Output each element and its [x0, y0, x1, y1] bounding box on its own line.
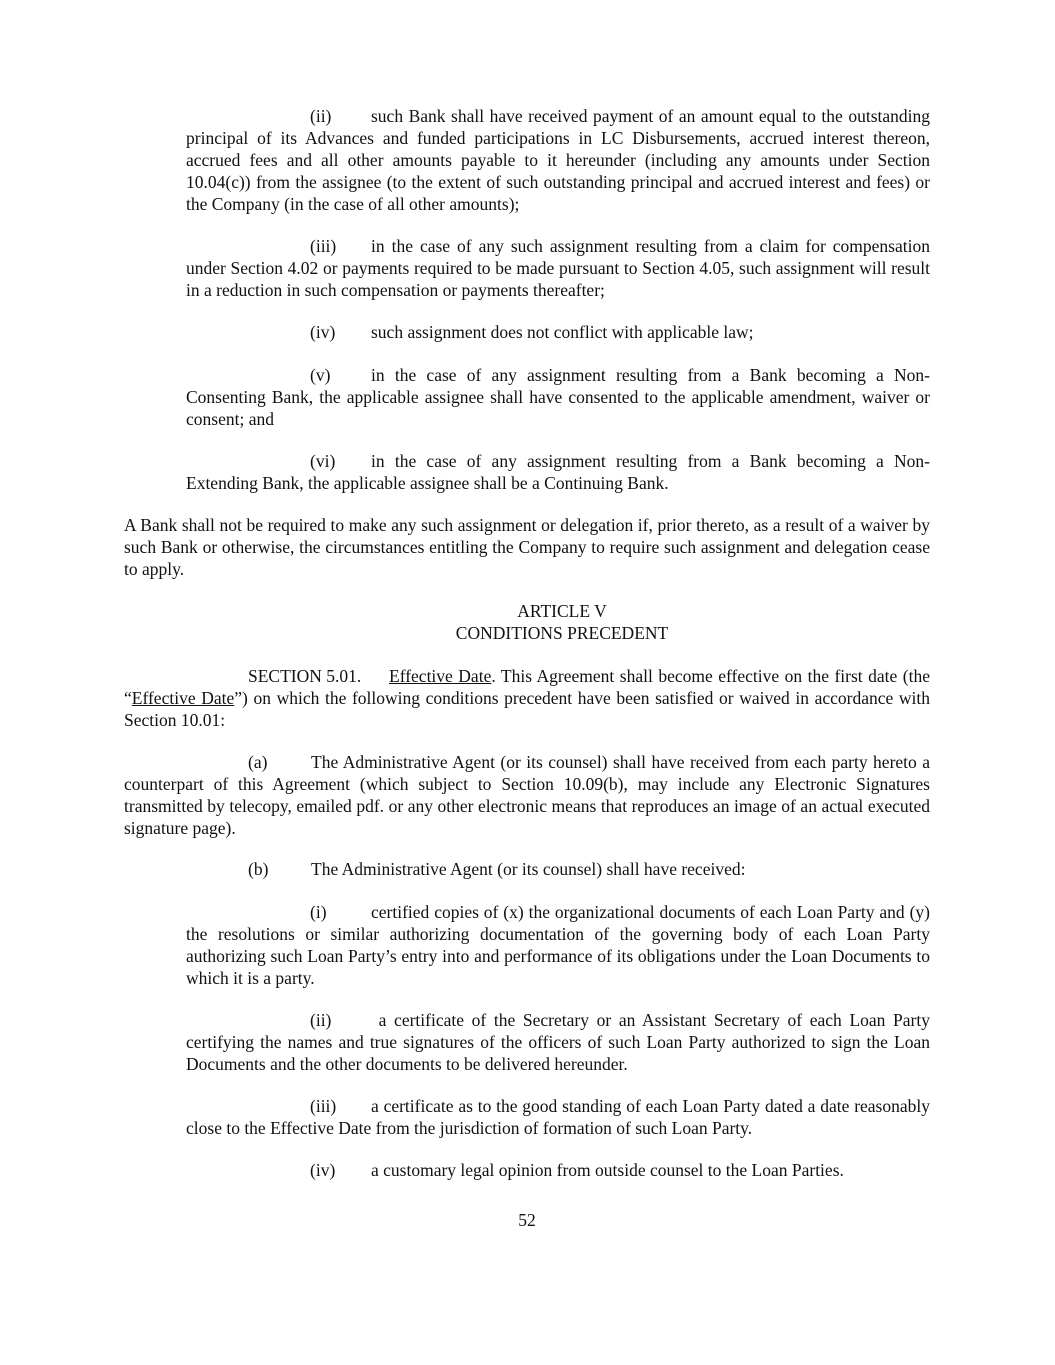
sub-item-text: a customary legal opinion from outside counsel to the Loan Parties.: [371, 1160, 844, 1180]
condition-text: The Administrative Agent (or its counsel) shall have received from each party hereto a counterpart of this Agreement (which subject to Section 10.09(b), may include any Electronic Signatures transmitted by telecopy, emailed pdf. or any other electronic means that reproduces an image of an actual executed signature page).: [124, 752, 930, 838]
condition-text: The Administrative Agent (or its counsel) shall have received:: [311, 859, 746, 879]
section-text-part-2: ”) on which the following conditions precedent have been satisfied or waived in accordance with Section 10.01:: [124, 688, 931, 730]
clause-label: (iv): [310, 322, 336, 342]
clause-label: (v): [310, 365, 331, 385]
clause-text: in the case of any such assignment resulting from a claim for compensation under Section 4.02 or payments required to be made pursuant to Section 4.05, such assignment will result in a reduction in such compensation or payments thereafter;: [186, 236, 930, 300]
condition-b: [124, 858, 930, 880]
clause-iii: [186, 235, 930, 301]
sub-item-text: certified copies of (x) the organizational documents of each Loan Party and (y) the resolutions or similar authorizing documentation of the governing body of each Loan Party authorizing such Loan Party’s entry into and performance of its obligations under the Loan Documents to which it is a party.: [186, 902, 930, 988]
section-number: SECTION 5.01.: [248, 666, 362, 686]
clause-text: such assignment does not conflict with applicable law;: [371, 322, 754, 342]
condition-label: (a): [248, 752, 268, 772]
page-number: 52: [518, 1210, 536, 1230]
sub-item-i: [186, 901, 930, 989]
sub-item-iv: [186, 1159, 930, 1181]
sub-item-label: (i): [310, 902, 327, 922]
defined-term: Effective Date: [131, 688, 235, 708]
sub-item-iii: [186, 1095, 930, 1139]
clause-iv: [186, 321, 930, 343]
sub-item-text: a certificate of the Secretary or an Assistant Secretary of each Loan Party certifying the names and true signatures of the officers of such Loan Party authorized to sign the Loan Documents and the other documents to be delivered hereunder.: [186, 1010, 930, 1074]
section-5-01: [124, 665, 930, 731]
sub-item-label: (ii): [310, 1010, 332, 1030]
clause-label: (vi): [310, 451, 336, 471]
clause-text: in the case of any assignment resulting from a Bank becoming a Non-Extending Bank, the applicable assignee shall be a Continuing Bank.: [186, 451, 930, 493]
sub-item-label: (iii): [310, 1096, 337, 1116]
sub-item-text: a certificate as to the good standing of each Loan Party dated a date reasonably close to the Effective Date from the jurisdiction of formation of such Loan Party.: [186, 1096, 930, 1138]
article-title: CONDITIONS PRECEDENT: [455, 623, 669, 643]
sub-item-ii: [186, 1009, 930, 1075]
section-text-part-1: . This Agreement shall become effective on the first date (the “: [124, 666, 931, 708]
clause-label: (iii): [310, 236, 337, 256]
article-number: ARTICLE V: [517, 601, 607, 621]
condition-label: (b): [248, 859, 269, 879]
clause-v: [186, 364, 930, 430]
closing-paragraph: A Bank shall not be required to make any such assignment or delegation if, prior thereto, as a result of a waiver by such Bank or otherwise, the circumstances entitling the Company to require such assignment and delegation cease to apply.: [124, 515, 930, 579]
section-heading: Effective Date: [389, 666, 492, 686]
condition-a: [124, 751, 930, 839]
clause-label: (ii): [310, 106, 332, 126]
sub-item-label: (iv): [310, 1160, 336, 1180]
clause-text: in the case of any assignment resulting from a Bank becoming a Non-Consenting Bank, the applicable assignee shall have consented to the applicable amendment, waiver or consent; and: [186, 365, 930, 429]
clause-vi: [186, 450, 930, 494]
clause-text: such Bank shall have received payment of an amount equal to the outstanding principal of its Advances and funded participations in LC Disbursements, accrued interest thereon, accrued fees and all other amounts payable to it hereunder (including any amounts under Section 10.04(c)) from the assignee (to the extent of such outstanding principal and accrued interest and fees) or the Company (in the case of all other amounts);: [186, 106, 930, 214]
clause-ii: [186, 105, 930, 215]
